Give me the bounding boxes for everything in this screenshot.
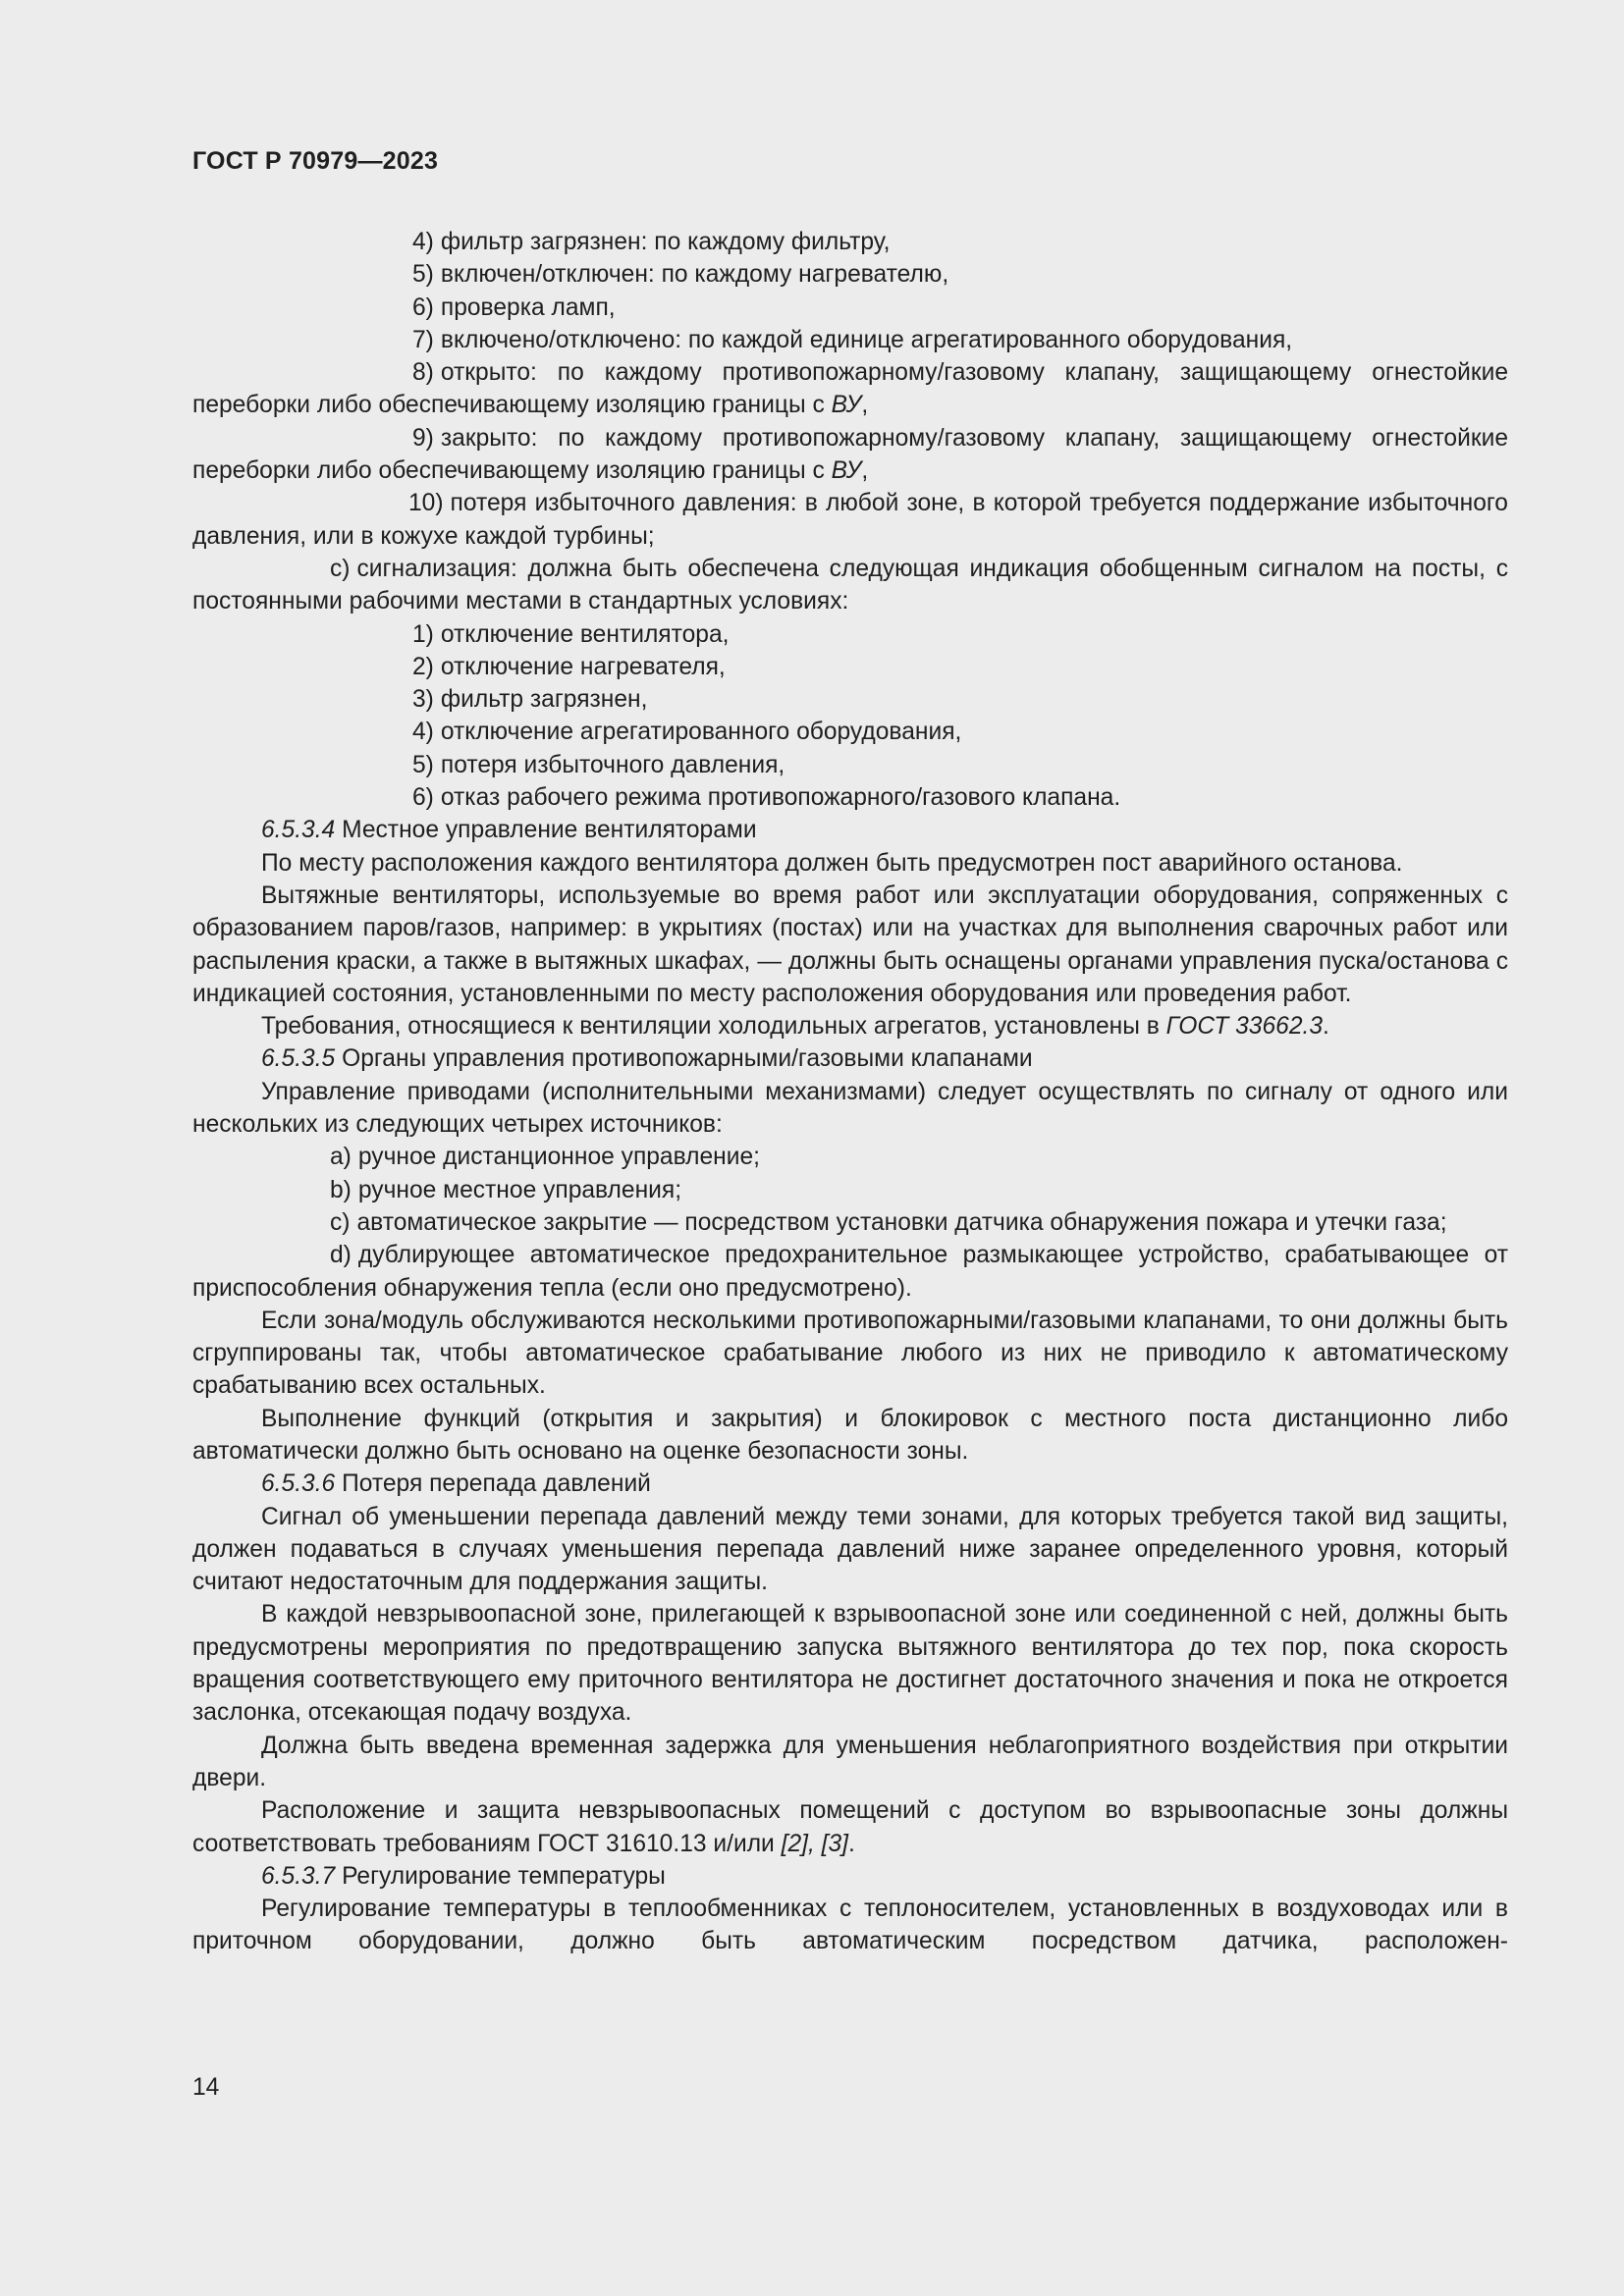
list-item: c) автоматическое закрытие — посредством установки датчика обнаружения пожара и утечки газа; <box>330 1208 1447 1236</box>
list-item: a) ручное дистанционное управление; <box>330 1144 760 1171</box>
paragraph: Вытяжные вентиляторы, используемые во время работ или эксплуатации оборудования, сопряженных с образованием паров/газов, например: в укрытиях (постах) или на участках для выполнения сварочных работ или распыления краски, а также в вытяжных шкафах, — должны быть оснащены органами управления пуска/останова с индикацией состояния, установленными по месту расположения оборудования или проведения работ. <box>192 881 1508 1007</box>
list-item: 2) отключение нагревателя, <box>412 653 726 680</box>
paragraph: Регулирование температуры в теплообменниках с теплоносителем, установленных в воздуховодах или в приточном оборудовании, должно быть автоматическим посредством датчика, расположен- <box>192 1896 1508 1955</box>
paragraph: Расположение и защита невзрывоопасных помещений с доступом во взрывоопасные зоны должны соответствовать требованиям ГОСТ 31610.13 и/или [2], [3]. <box>192 1797 1508 1857</box>
list-item: 6) отказ рабочего режима противопожарного/газового клапана. <box>412 784 1121 812</box>
list-item: 1) отключение вентилятора, <box>412 620 730 648</box>
document-body <box>192 226 1508 1958</box>
paragraph: Требования, относящиеся к вентиляции холодильных агрегатов, установлены в ГОСТ 33662.3. <box>261 1013 1329 1041</box>
paragraph: Выполнение функций (открытия и закрытия) и блокировок с местного поста дистанционно либо автоматически должно быть основано на оценке безопасности зоны. <box>192 1405 1508 1465</box>
list-item: 4) отключение агрегатированного оборудования, <box>412 719 962 746</box>
document-header: ГОСТ Р 70979—2023 <box>192 147 439 175</box>
standard-reference: ГОСТ 33662.3 <box>1165 1013 1324 1041</box>
paragraph: В каждой невзрывоопасной зоне, прилегающей к взрывоопасной зоне или соединенной с ней, должны быть предусмотрены мероприятия по предотвращению запуска вытяжного вентилятора до тех пор, пока скорость вращения соответствующего ему приточного вентилятора не достигнет достаточного значения и пока не откроется заслонка, отсекающая подачу воздуха. <box>192 1601 1508 1727</box>
page-number: 14 <box>192 2074 220 2101</box>
section-heading-6535: 6.5.3.5 Органы управления противопожарными/газовыми клапанами <box>261 1045 1033 1073</box>
paragraph: Управление приводами (исполнительными механизмами) следует осуществлять по сигналу от одного или нескольких из следующих четырех источников: <box>192 1078 1508 1139</box>
list-item: 10) потеря избыточного давления: в любой зоне, в которой требуется поддержание избыточного давления, или в кожухе каждой турбины; <box>192 490 1508 550</box>
list-item: 5) потеря избыточного давления, <box>412 751 785 778</box>
list-item-c: с) сигнализация: должна быть обеспечена следующая индикация обобщенным сигналом на посты, с постоянными рабочими местами в стандартных условиях: <box>192 555 1508 615</box>
list-item: 4) фильтр загрязнен: по каждому фильтру, <box>412 229 891 255</box>
section-heading-6537: 6.5.3.7 Регулирование температуры <box>261 1862 666 1890</box>
list-item: d) дублирующее автоматическое предохранительное размыкающее устройство, срабатывающее от приспособления обнаружения тепла (если оно предусмотрено). <box>192 1242 1508 1302</box>
list-item: 8) открыто: по каждому противопожарному/газовому клапану, защищающему огнестойкие переборки либо обеспечивающему изоляцию границы с ВУ, <box>192 359 1508 419</box>
paragraph: По месту расположения каждого вентилятора должен быть предусмотрен пост аварийного останова. <box>261 849 1403 877</box>
section-heading-6534: 6.5.3.4 Местное управление вентиляторами <box>261 817 757 844</box>
list-item: b) ручное местное управления; <box>330 1176 682 1203</box>
list-item: 5) включен/отключен: по каждому нагревателю, <box>412 261 949 289</box>
paragraph: Сигнал об уменьшении перепада давлений между теми зонами, для которых требуется такой вид защиты, должен подаваться в случаях уменьшения перепада давлений ниже заранее определенного уровня, который считают недостаточным для поддержания защиты. <box>192 1503 1508 1596</box>
section-heading-6536: 6.5.3.6 Потеря перепада давлений <box>261 1470 651 1498</box>
list-item: 7) включено/отключено: по каждой единице агрегатированного оборудования, <box>412 326 1293 353</box>
list-item: 9) закрыто: по каждому противопожарному/газовому клапану, защищающему огнестойкие переборки либо обеспечивающему изоляцию границы с ВУ, <box>192 424 1508 485</box>
list-item: 3) фильтр загрязнен, <box>412 686 648 714</box>
paragraph: Если зона/модуль обслуживаются несколькими противопожарными/газовыми клапанами, то они должны быть сгруппированы так, чтобы автоматическое срабатывание любого из них не приводило к автоматическому срабатыванию всех остальных. <box>192 1307 1508 1400</box>
paragraph: Должна быть введена временная задержка для уменьшения неблагоприятного воздействия при открытии двери. <box>192 1732 1508 1791</box>
bibliography-reference: [2], [3] <box>781 1830 848 1857</box>
list-item: 6) проверка ламп, <box>412 294 616 321</box>
